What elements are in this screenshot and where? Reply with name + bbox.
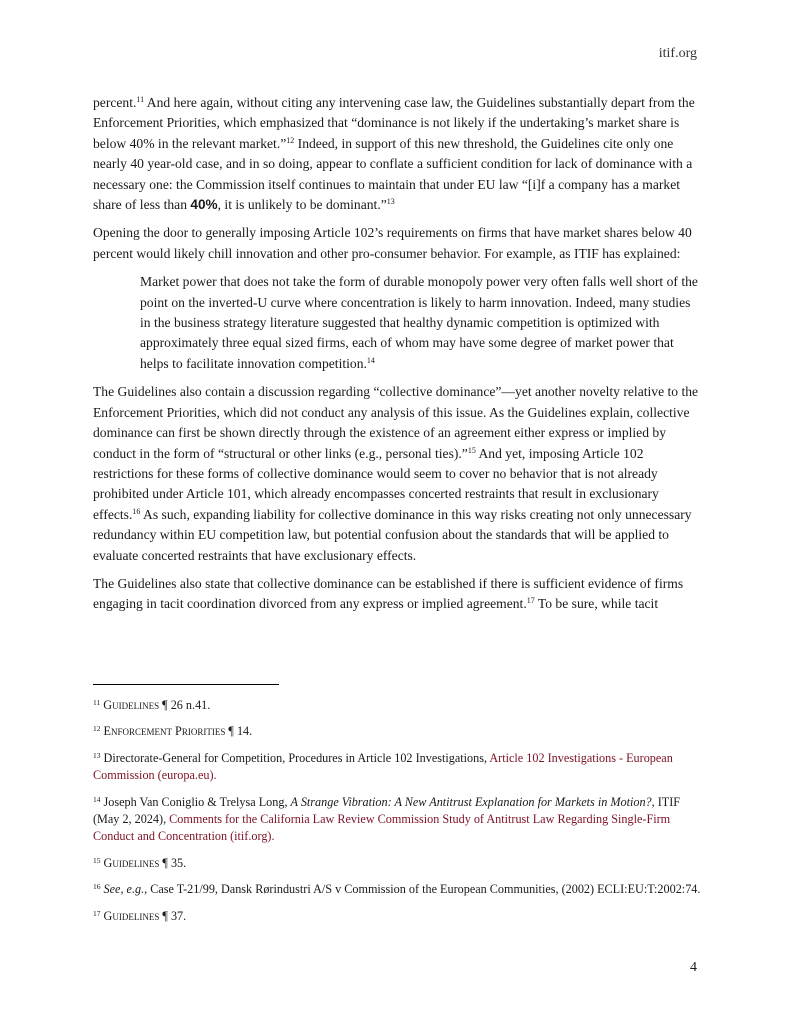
footnote-ref[interactable]: 15	[467, 445, 476, 455]
footnote-ref[interactable]: 11	[136, 95, 145, 104]
footnote-13	[93, 750, 703, 785]
paragraph-2: Opening the door to generally imposing Article 102’s requirements on firms that have market shares below 40 percent would likely chill innovation and other pro-consumer behavior. For example, as ITIF has explained:	[93, 225, 692, 261]
header-site: itif.org	[658, 46, 697, 61]
text: As such, expanding liability for collective dominance in this way risks creating not only unnecessary redundancy within EU competition law, but potential confusion about the standards that will be applied to evaluate concerted restraints that have exclusionary effects.	[93, 506, 692, 563]
footnote-11	[93, 697, 703, 714]
italic-title: A Strange Vibration: A New Antitrust Explanation for Markets in Motion?	[290, 794, 652, 809]
text: ¶ 14.	[225, 724, 253, 739]
text: , it is unlikely to be dominant.”	[217, 197, 387, 213]
text: , Case T-21/99, Dansk Rørindustri A/S v Commission of the European Communities, (2002) ECLI:EU:T:2002:74.	[144, 882, 701, 897]
bold-text: 40%	[190, 197, 218, 213]
footnote-number: 11	[93, 698, 101, 707]
footnote-number: 14	[93, 794, 101, 804]
footnote-link[interactable]: Comments for the California Law Review Commission Study of Antitrust Law Regarding Single-Firm Conduct and Concentration (itif.org).	[93, 812, 671, 844]
footnote-ref[interactable]: 14	[366, 355, 375, 365]
footnote-number: 15	[93, 855, 101, 865]
text: And here again, without citing any intervening case law, the Guidelines substantially depart from the Enforcement Priorities, which emphasized that “dominance is not likely if the undertaking’s market share is below 40% in the relevant market.”	[93, 95, 695, 151]
text: Directorate-General for Competition, Procedures in Article 102 Investigations,	[103, 750, 490, 765]
small-caps-text: Enforcement Priorities	[103, 724, 226, 739]
footnote-ref[interactable]: 16	[132, 506, 141, 516]
footnote-14	[93, 794, 703, 846]
paragraph-4	[93, 574, 701, 615]
text: The Guidelines also contain a discussion regarding “collective dominance”—yet another novelty relative to the Enforcement Priorities, which did not conduct any analysis of this issue. As the Guidelines explain, collective dominance can first be shown directly through the existence of an agreement either express or implied by conduct in the form of “structural or other links (e.g., personal ties).”	[93, 384, 699, 461]
text: The Guidelines also state that collective dominance can be established if there is sufficient evidence of firms engaging in tacit coordination divorced from any express or implied agreement.	[93, 575, 684, 612]
footnote-link[interactable]: Article 102 Investigations - European Commission (europa.eu).	[93, 750, 673, 783]
footnote-17	[93, 908, 703, 925]
text: ¶ 26 n.41.	[159, 698, 211, 712]
footnote-number: 12	[93, 724, 101, 734]
quote-text: Market power that does not take the form of durable monopoly power very often falls well short of the point on the inverted-U curve where concentration is likely to harm innovation. Indeed, many studies in the business strategy literature suggested that healthy dynamic competition is optimized with approximately three equal sized firms, each of whom may have some degree of market power that helps to facilitate innovation competition.	[140, 274, 698, 371]
text: ¶ 35.	[159, 855, 187, 870]
page-number: 4	[690, 960, 697, 975]
footnote-number: 17	[93, 908, 101, 918]
footnote-ref[interactable]: 12	[286, 135, 295, 145]
footnote-ref[interactable]: 17	[526, 596, 535, 606]
footnote-16	[93, 881, 703, 898]
footnote-ref[interactable]: 13	[386, 197, 395, 207]
text: ¶ 37.	[159, 908, 187, 923]
italic-signal: See, e.g.	[103, 882, 145, 897]
footnotes	[93, 697, 703, 934]
footnote-12	[93, 723, 703, 740]
small-caps-text: Guidelines	[103, 855, 160, 870]
footnote-15	[93, 855, 703, 872]
text: And yet, imposing Article 102 restrictions for these forms of collective dominance would seem to cover no behavior that is not already prohibited under Article 101, which already encompasses concerted restraints that result in exclusionary effects.	[93, 445, 659, 522]
text: Indeed, in support of this new threshold, the Guidelines cite only one nearly 40 year-old case, and in so doing, appear to conflate a sufficient condition for lack of dominance with a necessary one: the Commission itself continues to maintain that under EU law “[i]f a company has a market share of less than	[93, 135, 693, 213]
body-text	[93, 93, 701, 623]
text: To be sure, while tacit	[534, 596, 659, 612]
paragraph-1	[93, 93, 701, 215]
paragraph-3	[93, 382, 701, 566]
block-quote	[140, 272, 700, 374]
footnote-number: 13	[93, 750, 101, 760]
small-caps-text: Guidelines	[103, 698, 160, 712]
footnote-number: 16	[93, 882, 101, 892]
text: percent.	[93, 95, 137, 110]
footnote-divider	[93, 684, 279, 685]
text: Joseph Van Coniglio & Trelysa Long,	[103, 794, 291, 809]
small-caps-text: Guidelines	[103, 908, 160, 923]
text: , ITIF (May 2, 2024),	[93, 794, 681, 827]
